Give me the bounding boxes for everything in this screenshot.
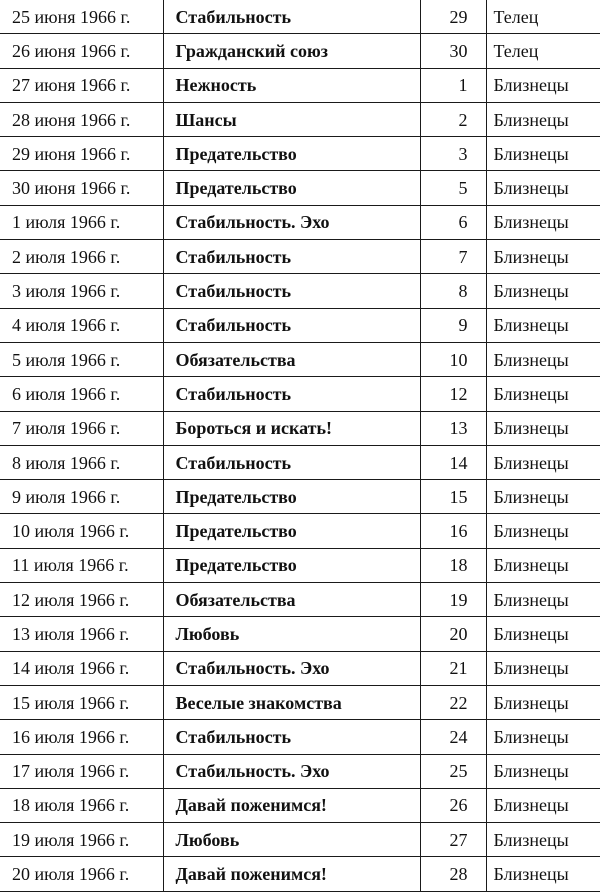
name-cell: Предательство bbox=[163, 171, 420, 205]
name-cell: Нежность bbox=[163, 68, 420, 102]
sign-cell: Близнецы bbox=[486, 445, 600, 479]
number-cell: 16 bbox=[420, 514, 486, 548]
name-cell: Обязательства bbox=[163, 342, 420, 376]
number-cell: 29 bbox=[420, 0, 486, 34]
table-row bbox=[0, 788, 600, 822]
name-cell: Бороться и искать! bbox=[163, 411, 420, 445]
date-cell: 30 июня 1966 г. bbox=[0, 171, 163, 205]
date-cell: 27 июня 1966 г. bbox=[0, 68, 163, 102]
sign-cell: Близнецы bbox=[486, 68, 600, 102]
name-cell: Веселые знакомства bbox=[163, 685, 420, 719]
date-cell: 7 июля 1966 г. bbox=[0, 411, 163, 445]
name-cell: Стабильность bbox=[163, 0, 420, 34]
table-row bbox=[0, 137, 600, 171]
number-cell: 27 bbox=[420, 823, 486, 857]
name-cell: Стабильность bbox=[163, 240, 420, 274]
name-cell: Гражданский союз bbox=[163, 34, 420, 68]
number-cell: 15 bbox=[420, 480, 486, 514]
date-cell: 1 июля 1966 г. bbox=[0, 205, 163, 239]
name-cell: Предательство bbox=[163, 480, 420, 514]
date-cell: 3 июля 1966 г. bbox=[0, 274, 163, 308]
date-cell: 20 июля 1966 г. bbox=[0, 857, 163, 891]
sign-cell: Близнецы bbox=[486, 137, 600, 171]
table-row bbox=[0, 651, 600, 685]
sign-cell: Близнецы bbox=[486, 171, 600, 205]
table-row bbox=[0, 514, 600, 548]
name-cell: Давай поженимся! bbox=[163, 857, 420, 891]
number-cell: 14 bbox=[420, 445, 486, 479]
number-cell: 10 bbox=[420, 342, 486, 376]
sign-cell: Близнецы bbox=[486, 480, 600, 514]
sign-cell: Близнецы bbox=[486, 411, 600, 445]
table-row bbox=[0, 205, 600, 239]
name-cell: Давай поженимся! bbox=[163, 788, 420, 822]
number-cell: 13 bbox=[420, 411, 486, 445]
table-row bbox=[0, 548, 600, 582]
table-row bbox=[0, 617, 600, 651]
date-cell: 16 июля 1966 г. bbox=[0, 720, 163, 754]
number-cell: 26 bbox=[420, 788, 486, 822]
name-cell: Стабильность bbox=[163, 377, 420, 411]
name-cell: Любовь bbox=[163, 617, 420, 651]
date-cell: 9 июля 1966 г. bbox=[0, 480, 163, 514]
date-cell: 25 июня 1966 г. bbox=[0, 0, 163, 34]
sign-cell: Близнецы bbox=[486, 720, 600, 754]
number-cell: 24 bbox=[420, 720, 486, 754]
date-cell: 28 июня 1966 г. bbox=[0, 102, 163, 136]
number-cell: 12 bbox=[420, 377, 486, 411]
sign-cell: Близнецы bbox=[486, 240, 600, 274]
number-cell: 19 bbox=[420, 583, 486, 617]
table-row bbox=[0, 342, 600, 376]
number-cell: 25 bbox=[420, 754, 486, 788]
date-cell: 12 июля 1966 г. bbox=[0, 583, 163, 617]
table-row bbox=[0, 171, 600, 205]
table-row bbox=[0, 823, 600, 857]
date-cell: 14 июля 1966 г. bbox=[0, 651, 163, 685]
date-cell: 11 июля 1966 г. bbox=[0, 548, 163, 582]
name-cell: Предательство bbox=[163, 514, 420, 548]
sign-cell: Близнецы bbox=[486, 514, 600, 548]
sign-cell: Близнецы bbox=[486, 205, 600, 239]
sign-cell: Близнецы bbox=[486, 788, 600, 822]
number-cell: 5 bbox=[420, 171, 486, 205]
name-cell: Шансы bbox=[163, 102, 420, 136]
name-cell: Предательство bbox=[163, 137, 420, 171]
table-row bbox=[0, 583, 600, 617]
sign-cell: Близнецы bbox=[486, 685, 600, 719]
date-cell: 5 июля 1966 г. bbox=[0, 342, 163, 376]
table-row bbox=[0, 445, 600, 479]
sign-cell: Близнецы bbox=[486, 754, 600, 788]
sign-cell: Близнецы bbox=[486, 342, 600, 376]
table-row bbox=[0, 0, 600, 34]
number-cell: 6 bbox=[420, 205, 486, 239]
table-row bbox=[0, 754, 600, 788]
name-cell: Стабильность bbox=[163, 445, 420, 479]
date-cell: 26 июня 1966 г. bbox=[0, 34, 163, 68]
date-cell: 19 июля 1966 г. bbox=[0, 823, 163, 857]
name-cell: Предательство bbox=[163, 548, 420, 582]
sign-cell: Близнецы bbox=[486, 583, 600, 617]
table-row bbox=[0, 377, 600, 411]
date-cell: 18 июля 1966 г. bbox=[0, 788, 163, 822]
sign-cell: Близнецы bbox=[486, 651, 600, 685]
date-cell: 2 июля 1966 г. bbox=[0, 240, 163, 274]
sign-cell: Близнецы bbox=[486, 377, 600, 411]
sign-cell: Близнецы bbox=[486, 857, 600, 891]
name-cell: Стабильность bbox=[163, 308, 420, 342]
table-row bbox=[0, 720, 600, 754]
sign-cell: Близнецы bbox=[486, 102, 600, 136]
date-cell: 10 июля 1966 г. bbox=[0, 514, 163, 548]
sign-cell: Телец bbox=[486, 34, 600, 68]
date-cell: 15 июля 1966 г. bbox=[0, 685, 163, 719]
table-row bbox=[0, 480, 600, 514]
name-cell: Стабильность bbox=[163, 720, 420, 754]
sign-cell: Телец bbox=[486, 0, 600, 34]
sign-cell: Близнецы bbox=[486, 617, 600, 651]
number-cell: 20 bbox=[420, 617, 486, 651]
sign-cell: Близнецы bbox=[486, 823, 600, 857]
sign-cell: Близнецы bbox=[486, 548, 600, 582]
number-cell: 30 bbox=[420, 34, 486, 68]
number-cell: 2 bbox=[420, 102, 486, 136]
number-cell: 18 bbox=[420, 548, 486, 582]
number-cell: 8 bbox=[420, 274, 486, 308]
table-row bbox=[0, 411, 600, 445]
sign-cell: Близнецы bbox=[486, 274, 600, 308]
date-cell: 8 июля 1966 г. bbox=[0, 445, 163, 479]
table-row bbox=[0, 240, 600, 274]
number-cell: 3 bbox=[420, 137, 486, 171]
date-cell: 29 июня 1966 г. bbox=[0, 137, 163, 171]
table-row bbox=[0, 102, 600, 136]
number-cell: 28 bbox=[420, 857, 486, 891]
number-cell: 9 bbox=[420, 308, 486, 342]
table-row bbox=[0, 857, 600, 891]
table-row bbox=[0, 308, 600, 342]
table-row bbox=[0, 34, 600, 68]
sign-cell: Близнецы bbox=[486, 308, 600, 342]
number-cell: 21 bbox=[420, 651, 486, 685]
table-row bbox=[0, 68, 600, 102]
number-cell: 7 bbox=[420, 240, 486, 274]
name-cell: Стабильность. Эхо bbox=[163, 205, 420, 239]
date-cell: 6 июля 1966 г. bbox=[0, 377, 163, 411]
name-cell: Стабильность. Эхо bbox=[163, 651, 420, 685]
date-cell: 13 июля 1966 г. bbox=[0, 617, 163, 651]
table-row bbox=[0, 685, 600, 719]
date-cell: 4 июля 1966 г. bbox=[0, 308, 163, 342]
table-row bbox=[0, 274, 600, 308]
name-cell: Обязательства bbox=[163, 583, 420, 617]
number-cell: 1 bbox=[420, 68, 486, 102]
name-cell: Любовь bbox=[163, 823, 420, 857]
date-cell: 17 июля 1966 г. bbox=[0, 754, 163, 788]
name-cell: Стабильность bbox=[163, 274, 420, 308]
number-cell: 22 bbox=[420, 685, 486, 719]
name-cell: Стабильность. Эхо bbox=[163, 754, 420, 788]
